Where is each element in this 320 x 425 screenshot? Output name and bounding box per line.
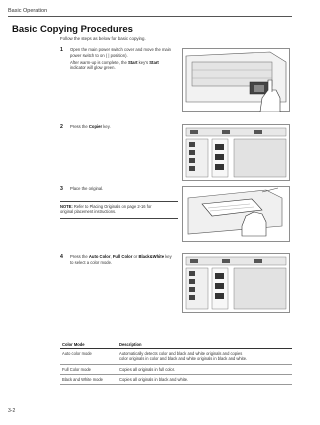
- step-1-line-4: indicator will glow green.: [70, 65, 116, 71]
- note-text: Refer to Placing Originals on page 2-16 for: [72, 204, 152, 209]
- step-1-text-part: key's: [137, 59, 150, 65]
- original-placement-illustration: [182, 186, 290, 242]
- black-white-key-label: Black&White: [138, 254, 165, 259]
- description-line: color originals in color and black and white originals in black and white.: [119, 356, 248, 362]
- intro-text: Follow the steps as below for basic copying.: [60, 36, 146, 41]
- copier-key-label: Copier: [88, 124, 103, 129]
- page-number: 3-2: [8, 408, 16, 414]
- step-4-line-2: to select a color mode.: [70, 259, 113, 265]
- column-header-description: Description: [117, 340, 292, 349]
- auto-color-key-label: Auto Color: [88, 254, 111, 259]
- color-mode-table: [60, 340, 292, 385]
- control-panel-illustration: [182, 124, 290, 181]
- description-cell: Copies all originals in full color.: [117, 364, 292, 374]
- step-1-text: [70, 47, 188, 71]
- description-line: Automatically detects color and black and white originals and copies: [119, 351, 243, 357]
- step-2-text-part: key.: [102, 124, 111, 129]
- header-label: Basic Operation: [8, 8, 48, 14]
- note-box: [60, 201, 178, 219]
- note-label: NOTE:: [60, 204, 73, 209]
- table-row: [60, 349, 292, 365]
- column-header-color-mode: Color Mode: [60, 340, 117, 349]
- step-3-number: 3: [60, 186, 63, 192]
- description-cell: [117, 349, 292, 365]
- mode-cell: Black and White mode: [60, 375, 117, 385]
- table-header-row: [60, 340, 292, 349]
- header-rule: [8, 16, 292, 17]
- start-key-label: Start: [127, 59, 138, 65]
- description-cell: Copies all originals in black and white.: [117, 375, 292, 385]
- table-row: [60, 375, 292, 385]
- step-4-text-part: or: [132, 254, 139, 259]
- step-1-number: 1: [60, 47, 63, 53]
- mode-cell: Full Color mode: [60, 364, 117, 374]
- step-2-number: 2: [60, 124, 63, 130]
- step-1-text-part: After warm-up is complete, the: [70, 59, 128, 65]
- step-4-text-part: Press the: [70, 254, 89, 259]
- step-1-line-2: power switch to on ( | position).: [70, 52, 128, 58]
- power-switch-illustration: [182, 48, 290, 112]
- step-2-text: [70, 124, 188, 130]
- mode-cell: Auto color mode: [60, 349, 117, 365]
- color-mode-panel-illustration: [182, 253, 290, 313]
- step-3-text: Place the original.: [70, 186, 104, 191]
- step-2-text-part: Press the: [70, 124, 89, 129]
- page-title: Basic Copying Procedures: [12, 24, 133, 35]
- step-4-line-1: [70, 254, 188, 260]
- step-4-text-part: key: [164, 254, 172, 259]
- start-indicator-label: Start: [149, 59, 159, 65]
- step-1-line-1: Open the main power switch cover and move the main: [70, 47, 172, 52]
- full-color-key-label: Full Color: [112, 254, 133, 259]
- note-line-2: original placement instructions.: [60, 209, 117, 215]
- step-4-text-part: ,: [110, 254, 113, 259]
- step-4-number: 4: [60, 254, 63, 260]
- table-row: [60, 364, 292, 374]
- step-4-text: [70, 254, 188, 265]
